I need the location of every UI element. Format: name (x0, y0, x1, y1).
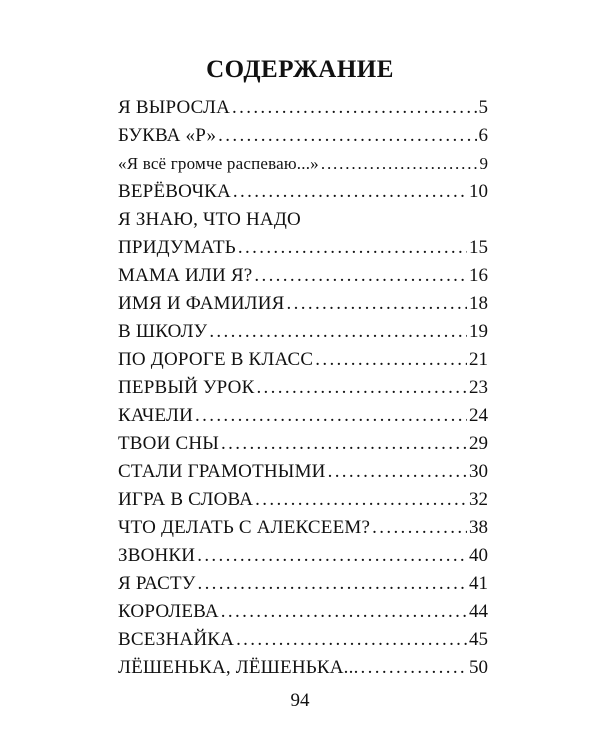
toc-entry (118, 150, 488, 178)
toc-entry (118, 430, 488, 458)
toc-entry-page: 18 (469, 293, 488, 314)
toc-entry-title: ВСЕЗНАЙКА (118, 629, 235, 650)
dot-leader (287, 290, 467, 318)
toc-entry (118, 402, 488, 430)
dot-leader (255, 486, 467, 514)
toc-entry (118, 234, 488, 262)
toc-entry-page: 6 (478, 125, 488, 146)
dot-leader (328, 458, 467, 486)
toc-entry-page: 40 (469, 545, 488, 566)
toc-entry-title: СТАЛИ ГРАМОТНЫМИ (118, 461, 326, 482)
dot-leader (221, 598, 467, 626)
toc-entry-row (118, 514, 488, 542)
toc-entry-page: 10 (469, 181, 488, 202)
toc-entry (118, 94, 488, 122)
toc-entry-page: 19 (469, 321, 488, 342)
toc-entry-row (118, 570, 488, 598)
toc-entry (118, 178, 488, 206)
toc-entry-row (118, 290, 488, 318)
toc-entry-title: БУКВА «Р» (118, 125, 217, 146)
toc-entry (118, 626, 488, 654)
toc-entry-row (118, 206, 488, 234)
toc-entry (118, 654, 488, 682)
toc-entry (118, 346, 488, 374)
toc-entry-title: «Я всё громче распеваю...» (118, 154, 319, 173)
dot-leader (233, 178, 467, 206)
toc-entry-title: ПРИДУМАТЬ (118, 237, 236, 258)
toc-entry-title: КАЧЕЛИ (118, 405, 194, 426)
toc-entry-title: ЧТО ДЕЛАТЬ С АЛЕКСЕЕМ? (118, 517, 371, 538)
toc-entry-title: ВЕРЁВОЧКА (118, 181, 231, 202)
toc-entry-title: КОРОЛЕВА (118, 601, 219, 622)
toc-entry (118, 570, 488, 598)
page-number: 94 (290, 690, 310, 711)
toc-entry-row (118, 150, 488, 178)
dot-leader (238, 234, 467, 262)
toc-entry-title: Я ЗНАЮ, ЧТО НАДО (118, 209, 301, 230)
toc-entry-title: ПО ДОРОГЕ В КЛАСС (118, 349, 314, 370)
dot-leader (218, 122, 476, 150)
toc-entry-row (118, 654, 488, 682)
toc-entry-row (118, 626, 488, 654)
table-of-contents (118, 94, 488, 682)
page-title: СОДЕРЖАНИЕ (206, 56, 394, 83)
toc-entry-page: 32 (469, 489, 488, 510)
toc-entry-title: В ШКОЛУ (118, 321, 208, 342)
dot-leader (236, 626, 467, 654)
toc-entry-row (118, 122, 488, 150)
dot-leader (372, 514, 467, 542)
toc-entry-title: Я ВЫРОСЛА (118, 97, 231, 118)
toc-entry-title: Я РАСТУ (118, 573, 196, 594)
dot-leader (209, 318, 467, 346)
toc-entry-page: 21 (469, 349, 488, 370)
toc-entry-row (118, 486, 488, 514)
toc-entry (118, 458, 488, 486)
dot-leader (221, 430, 467, 458)
toc-entry-page: 50 (469, 657, 488, 678)
toc-entry-row (118, 598, 488, 626)
toc-entry-row (118, 94, 488, 122)
toc-entry-row (118, 234, 488, 262)
toc-entry-page: 5 (478, 97, 488, 118)
toc-entry-page: 45 (469, 629, 488, 650)
toc-entry-title: ИГРА В СЛОВА (118, 489, 254, 510)
toc-entry (118, 514, 488, 542)
toc-entry-page: 41 (469, 573, 488, 594)
toc-entry (118, 318, 488, 346)
toc-entry (118, 374, 488, 402)
toc-entry-page: 9 (479, 154, 488, 173)
toc-entry (118, 598, 488, 626)
dot-leader (254, 262, 467, 290)
toc-entry (118, 262, 488, 290)
toc-entry (118, 486, 488, 514)
toc-entry (118, 206, 488, 234)
dot-leader (232, 94, 476, 122)
dot-leader (195, 402, 467, 430)
toc-entry-title: ТВОИ СНЫ (118, 433, 220, 454)
toc-entry-title: МАМА ИЛИ Я? (118, 265, 253, 286)
dot-leader (361, 654, 467, 682)
toc-entry-page: 16 (469, 265, 488, 286)
toc-entry-page: 15 (469, 237, 488, 258)
toc-entry-title: ЛЁШЕНЬКА, ЛЁШЕНЬКА... (118, 657, 359, 678)
dot-leader (256, 374, 467, 402)
toc-entry (118, 290, 488, 318)
toc-entry-row (118, 430, 488, 458)
dot-leader (321, 150, 478, 178)
toc-entry-page: 44 (469, 601, 488, 622)
toc-entry-page: 23 (469, 377, 488, 398)
toc-entry-row (118, 374, 488, 402)
toc-entry (118, 122, 488, 150)
toc-entry-title: ИМЯ И ФАМИЛИЯ (118, 293, 285, 314)
toc-entry-row (118, 346, 488, 374)
toc-entry-row (118, 318, 488, 346)
toc-entry-row (118, 262, 488, 290)
toc-entry-page: 24 (469, 405, 488, 426)
toc-entry-page: 38 (469, 517, 488, 538)
toc-entry-title: ЗВОНКИ (118, 545, 196, 566)
toc-entry-row (118, 402, 488, 430)
dot-leader (197, 542, 467, 570)
dot-leader (197, 570, 467, 598)
toc-entry-row (118, 178, 488, 206)
dot-leader (315, 346, 467, 374)
toc-entry-title: ПЕРВЫЙ УРОК (118, 377, 255, 398)
toc-entry-page: 29 (469, 433, 488, 454)
toc-entry (118, 542, 488, 570)
toc-entry-page: 30 (469, 461, 488, 482)
toc-entry-row (118, 542, 488, 570)
toc-entry-row (118, 458, 488, 486)
